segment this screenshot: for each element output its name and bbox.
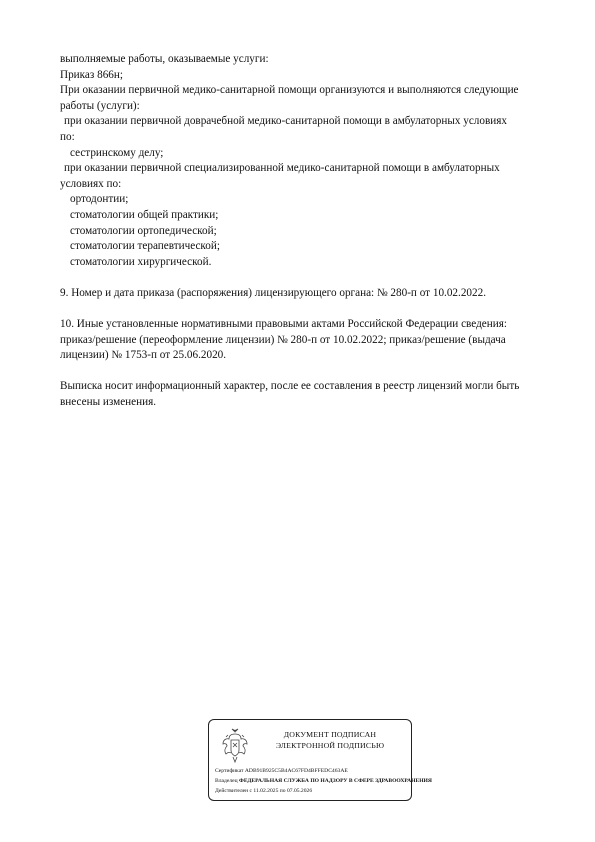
other-info-line-2: приказ/решение (переоформление лицензии) № 280-п от 10.02.2022; приказ/решение (выдача (60, 333, 506, 346)
text-line: по: (60, 130, 75, 143)
validity-row: Действителен с 11.02.2025 по 07.05.2026 (215, 788, 313, 794)
text-line: выполняемые работы, оказываемые услуги: (60, 53, 269, 65)
disclaimer-line-2: внесены изменения. (60, 396, 157, 409)
text-line: при оказании первичной специализированной медико-санитарной помощи в амбулаторных (64, 162, 500, 175)
owner-label: Владелец (215, 778, 238, 784)
disclaimer-line-1: Выписка носит информационный характер, после ее составления в реестр лицензий могли быть (60, 380, 520, 393)
owner-row (215, 776, 515, 786)
order-number-item: 9. Номер и дата приказа (распоряжения) лицензирующего органа: № 280-п от 10.02.2022. (60, 286, 486, 299)
text-line: стоматологии терапевтической; (70, 240, 220, 253)
stamp-title-line-2: ЭЛЕКТРОННОЙ ПОДПИСЬЮ (275, 740, 385, 750)
text-line: работы (услуги): (60, 99, 140, 112)
certificate-label: Сертификат (215, 768, 244, 774)
document-body (60, 52, 560, 411)
text-line: стоматологии хирургической. (70, 255, 212, 268)
electronic-signature-stamp (208, 719, 432, 801)
text-line: Приказ 866н; (60, 68, 123, 81)
coat-of-arms-icon (221, 728, 249, 764)
text-line: стоматологии общей практики; (70, 208, 219, 221)
text-line: стоматологии ортопедической; (70, 224, 217, 237)
stamp-details (215, 766, 515, 796)
other-info-line-1: 10. Иные установленные нормативными правовыми актами Российской Федерации сведения: (60, 318, 507, 331)
stamp-title (255, 730, 405, 751)
other-info-line-3: лицензии) № 1753-п от 25.06.2020. (60, 349, 227, 362)
text-line: при оказании первичной доврачебной медико-санитарной помощи в амбулаторных условиях (64, 115, 507, 128)
text-line: сестринскому делу; (70, 146, 164, 159)
owner-value: ФЕДЕРАЛЬНАЯ СЛУЖБА ПО НАДЗОРУ В СФЕРЕ ЗДРАВООХРАНЕНИЯ (239, 778, 432, 784)
certificate-row (215, 766, 515, 776)
text-line: условиях по: (60, 177, 122, 190)
text-line: При оказании первичной медико-санитарной помощи организуются и выполняются следующие (60, 84, 519, 97)
services-list (60, 52, 560, 270)
stamp-title-line-1: ДОКУМЕНТ ПОДПИСАН (283, 730, 377, 739)
certificate-value: ADB91B925C5B4AC67FD4BFFEDC463AE (244, 768, 348, 774)
text-line: ортодонтии; (70, 193, 129, 206)
